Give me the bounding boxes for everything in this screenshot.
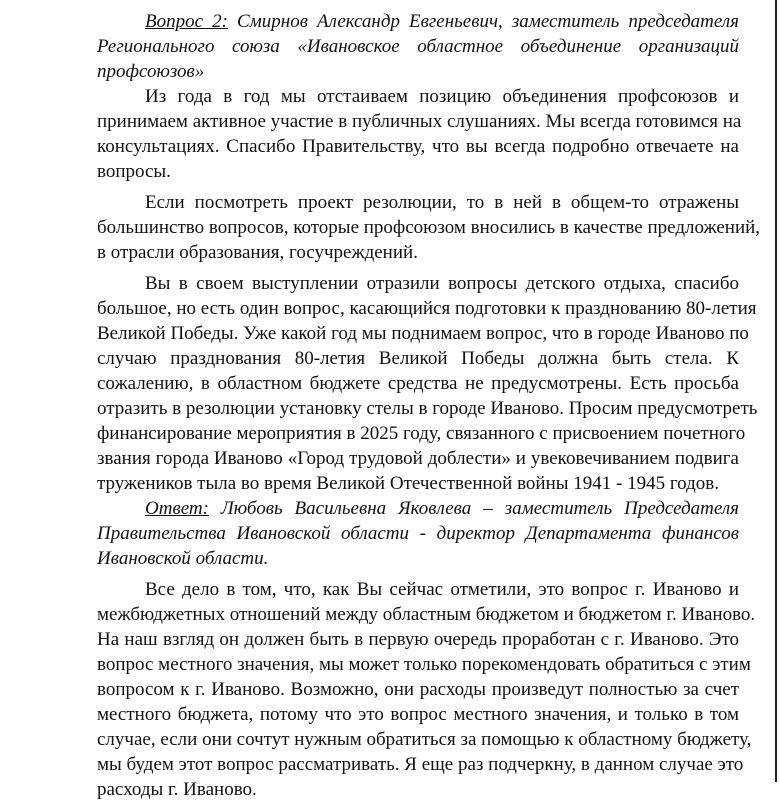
question-header-line: Вопрос 2: Смирнов Александр Евгеньевич, заместитель председателя [145, 11, 739, 32]
text-line: случаю празднования 80-летия Великой Победы должна быть стела. К [97, 348, 739, 369]
text-line: отразить в резолюции установку стелы в городе Иваново. Просим предусмотреть [97, 398, 758, 419]
text-line: вопросы. [97, 161, 171, 182]
text-line: мы будем этот вопрос рассматривать. Я еще раз подчеркну, в данном случае это [97, 754, 744, 775]
paragraph [97, 271, 758, 496]
question-label: Вопрос 2: [145, 11, 228, 32]
text-line: расходы г. Иваново. [97, 779, 257, 800]
text-line: тружеников тыла во время Великой Отечественной войны 1941 - 1945 годов. [97, 473, 720, 494]
question-header-line: профсоюзов» [97, 61, 205, 82]
text-line: вопрос местного значения, мы может только порекомендовать обратиться с этим [97, 654, 751, 675]
paragraph [97, 84, 742, 184]
question-header [97, 9, 739, 84]
answer-header [97, 496, 739, 571]
answer-label: Ответ: [145, 498, 209, 519]
question-header-line: Регионального союза «Ивановское областное объединение организаций [97, 36, 739, 57]
answer-header-line: Ответ: Любовь Васильевна Яковлева – заместитель Председателя [145, 498, 739, 519]
text-line: вопросом к г. Иваново. Возможно, они расходы произведут полностью за счет [97, 679, 739, 700]
text-line: местного бюджета, потому что это вопрос местного значения, и только в том [97, 704, 739, 725]
text-line: сожалению, в областном бюджете средства не предусмотрены. Есть просьба [97, 373, 739, 394]
text-line: Все дело в том, что, как Вы сейчас отметили, это вопрос г. Иваново и [145, 579, 739, 600]
text-line: принимаем активное участие в публичных слушаниях. Мы всегда готовимся на [97, 111, 742, 132]
text-line: большое, но есть один вопрос, касающийся подготовки к празднованию 80-летия [97, 298, 757, 319]
answer-header-line: Ивановской области. [97, 548, 269, 569]
text-line: Великой Победы. Уже какой год мы поднимаем вопрос, что в городе Иваново по [97, 323, 749, 344]
answer-header-line: Правительства Ивановской области - директор Департамента финансов [97, 523, 739, 544]
document-page [97, 9, 761, 802]
scan-edge-line [775, 0, 777, 782]
text-line: На наш взгляд он должен быть в первую очередь проработан с г. Иваново. Это [97, 629, 739, 650]
text-line: консультациях. Спасибо Правительству, что вы всегда подробно отвечаете на [97, 136, 739, 157]
text-line: Если посмотреть проект резолюции, то в ней в общем-то отражены [145, 192, 739, 213]
paragraph [97, 577, 756, 802]
text-line: в отрасли образования, госучреждений. [97, 242, 418, 263]
text-line: финансирование мероприятия в 2025 году, связанного с присвоением почетного [97, 423, 746, 444]
text-line: большинство вопросов, которые профсоюзом вносились в качестве предложений, [97, 217, 761, 238]
text-line: звания города Иваново «Город трудовой доблести» и увековечиванием подвига [97, 448, 739, 469]
text-line: случае, если они сочтут нужным обратиться за помощью к областному бюджету, [97, 729, 752, 750]
text-line: Вы в своем выступлении отразили вопросы детского отдыха, спасибо [145, 273, 739, 294]
paragraph [97, 190, 761, 265]
text-line: межбюджетных отношений между областным бюджетом и бюджетом г. Иваново. [97, 604, 756, 625]
text-line: Из года в год мы отстаиваем позицию объединения профсоюзов и [145, 86, 739, 107]
